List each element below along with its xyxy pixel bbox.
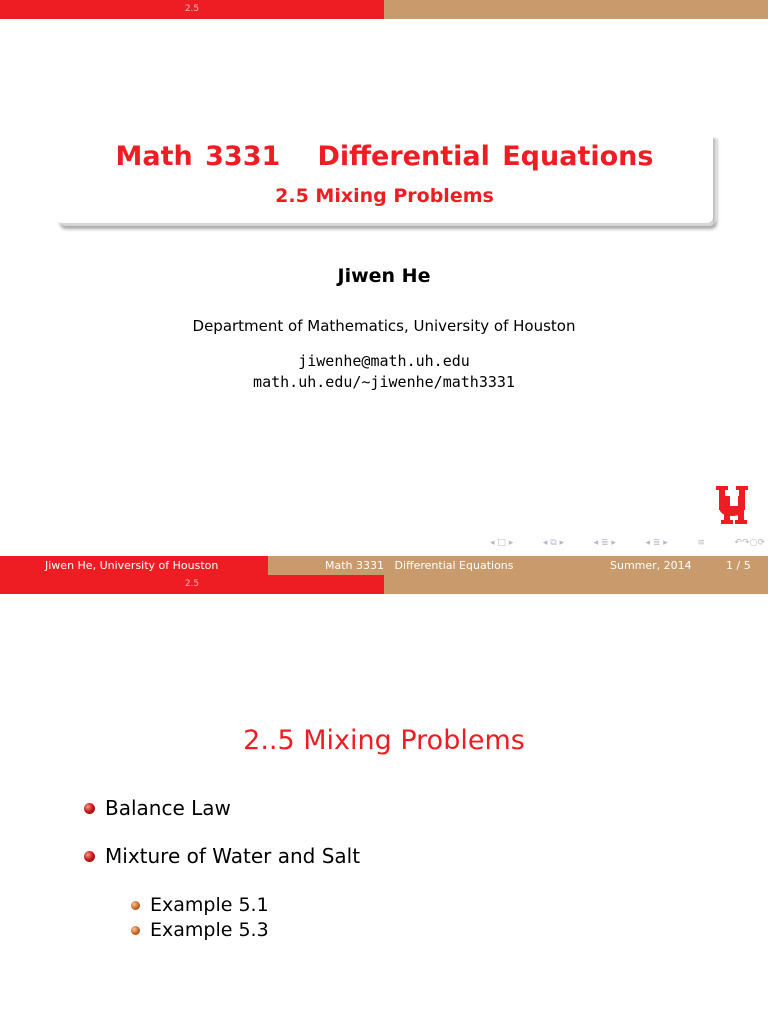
header-bar (0, 0, 768, 19)
sub-list-item (131, 894, 269, 916)
uh-logo-icon (716, 486, 752, 524)
list-item-text: Balance Law (105, 796, 231, 820)
list-item (84, 796, 231, 820)
footer-author: Jiwen He, University of Houston (0, 556, 268, 575)
sub-list-item (131, 919, 269, 941)
author-name: Jiwen He (337, 265, 431, 287)
slide-subtitle: 2.5 Mixing Problems (275, 185, 494, 207)
header-section-label: 2.5 (0, 0, 384, 19)
sub-list-item-text: Example 5.1 (150, 894, 269, 916)
nav-align-icon[interactable]: ≡ (697, 538, 705, 548)
outline-slide (0, 575, 768, 1024)
nav-subsection-icon[interactable]: ◂ ⧉ ▸ (542, 538, 565, 548)
nav-frame-icon[interactable]: ◂ □ ▸ (490, 538, 514, 548)
title-box (56, 133, 713, 223)
footer-right (268, 556, 768, 575)
slide-title: Math 3331 Differential Equations (115, 141, 654, 172)
beamer-navigation (490, 536, 765, 550)
header-bar (0, 575, 768, 594)
header-bar-right (384, 575, 768, 594)
bullet-icon (84, 851, 95, 862)
sub-list-item-text: Example 5.3 (150, 919, 269, 941)
list-item-text: Mixture of Water and Salt (105, 844, 361, 868)
footer-term: Summer, 2014 (610, 559, 692, 572)
nav-search-icon[interactable]: ↶↷○⟳ (734, 538, 765, 548)
sub-bullet-icon (131, 926, 140, 935)
nav-subsubsection-icon[interactable]: ◂ ≣ ▸ (645, 538, 668, 548)
footer-course: Math 3331 Differential Equations (325, 559, 514, 572)
header-section-label: 2.5 (0, 575, 384, 594)
footer-page: 1 / 5 (726, 559, 751, 572)
nav-section-icon[interactable]: ◂ ≣ ▸ (593, 538, 616, 548)
department: Department of Mathematics, University of Houston (192, 317, 576, 335)
sub-bullet-icon (131, 901, 140, 910)
email[interactable]: jiwenhe@math.uh.edu (298, 352, 470, 370)
section-title: 2..5 Mixing Problems (243, 725, 525, 756)
bullet-icon (84, 803, 95, 814)
course-url[interactable]: math.uh.edu/∼jiwenhe/math3331 (253, 373, 515, 391)
header-bar-right (384, 0, 768, 19)
list-item (84, 844, 360, 868)
footer-bar (0, 556, 768, 575)
